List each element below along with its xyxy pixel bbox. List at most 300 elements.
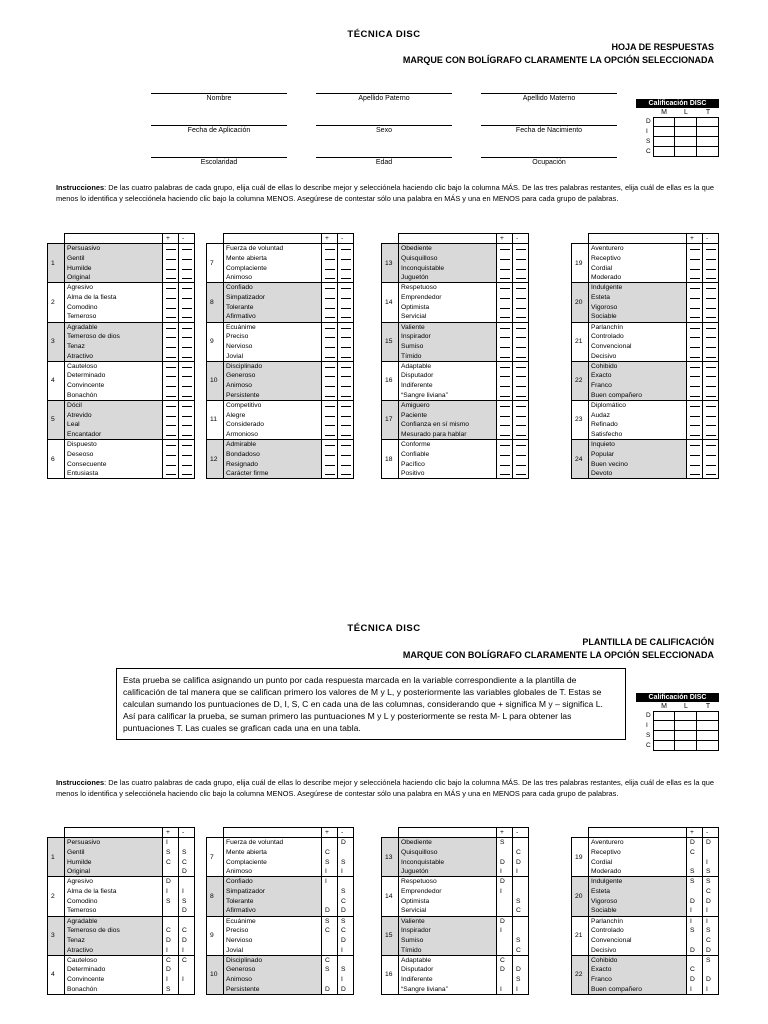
group-number: 15 <box>382 322 399 361</box>
menos-key-cell: C <box>179 955 195 965</box>
group-number: 10 <box>207 361 224 400</box>
word-option: Conforme <box>399 440 497 450</box>
mas-key-cell: I <box>322 877 338 887</box>
word-option: Confiado <box>224 877 322 887</box>
row-label: C <box>646 148 651 155</box>
instructions-label: Instrucciones <box>56 183 105 192</box>
group-number: 1 <box>48 244 65 283</box>
plus-header: + <box>163 234 179 244</box>
mas-key-cell: C <box>163 857 179 867</box>
word-option: Simpatizador <box>224 887 322 897</box>
word-option: Comodino <box>65 896 163 906</box>
word-option: Cohibido <box>589 361 687 371</box>
word-option: Cordial <box>589 857 687 867</box>
minus-header: - <box>338 828 354 838</box>
table-row <box>382 936 529 946</box>
table-row <box>207 975 354 985</box>
table-row <box>382 955 529 965</box>
word-option: Adaptable <box>399 361 497 371</box>
calif-cell[interactable] <box>653 721 675 731</box>
instructions-text: : De las cuatro palabras de cada grupo, elija cuál de ellas lo describe mejor y selecciónela haciendo clic bajo la columna MÁS. De las tres palabras restantes, elija cuál de ellas es la que menos lo identifica y selecciónela haciendo clic bajo la columna MENOS. Asegúrese de contestar sólo una palabra en MÁS y una en MENOS para cada grupo de palabras. <box>56 778 714 798</box>
menos-key-cell <box>513 877 529 887</box>
menos-key-cell: I <box>338 975 354 985</box>
word-option: Indiferente <box>399 975 497 985</box>
menos-key-cell: S <box>513 975 529 985</box>
word-option: Tímido <box>399 351 497 361</box>
group-number: 7 <box>207 838 224 877</box>
menos-key-cell: D <box>513 857 529 867</box>
word-option: Servicial <box>399 312 497 322</box>
mas-key-cell: I <box>163 887 179 897</box>
mas-key-cell: D <box>322 985 338 995</box>
word-option: Indulgente <box>589 283 687 293</box>
table-row <box>572 955 719 965</box>
field-fecha-aplicacion[interactable]: Fecha de Aplicación <box>151 125 287 134</box>
group-number: 14 <box>382 877 399 916</box>
calif-cell[interactable] <box>653 731 675 741</box>
word-option: Humilde <box>65 857 163 867</box>
word-option: Original <box>65 273 163 283</box>
table-row <box>572 906 719 916</box>
menos-key-cell: I <box>513 985 529 995</box>
mas-key-cell: D <box>322 906 338 916</box>
calif-cell[interactable] <box>675 731 697 741</box>
group-number: 16 <box>382 955 399 994</box>
word-option: Complaciente <box>224 857 322 867</box>
instructions-text: : De las cuatro palabras de cada grupo, elija cuál de ellas lo describe mejor y selecciónela haciendo clic bajo la columna MÁS. De las tres palabras restantes, elija cuál de ellas es la que menos lo identifica y selecciónela haciendo clic bajo la columna MENOS. Asegúrese de contestar sólo una palabra en MÁS y una en MENOS para cada grupo de palabras. <box>56 183 714 203</box>
mas-key-cell <box>497 936 513 946</box>
menos-key-cell <box>513 955 529 965</box>
word-option: Deseoso <box>65 449 163 459</box>
word-option: Considerado <box>224 420 322 430</box>
word-option: Nervioso <box>224 342 322 352</box>
field-sexo[interactable]: Sexo <box>316 125 452 134</box>
group-number: 3 <box>48 322 65 361</box>
page-title: TÉCNICA DISC <box>347 623 421 634</box>
mas-key-cell <box>322 887 338 897</box>
menos-key-cell: C <box>338 896 354 906</box>
table-row <box>48 887 195 897</box>
word-option: Buen compañero <box>589 391 687 401</box>
field-apellido-paterno[interactable]: Apellido Paterno <box>316 93 452 102</box>
word-option: Humilde <box>65 263 163 273</box>
group-number: 4 <box>48 361 65 400</box>
word-option: Bondadoso <box>224 449 322 459</box>
table-row <box>572 896 719 906</box>
word-option: Controlado <box>589 926 687 936</box>
word-option: Confiable <box>399 449 497 459</box>
word-option: Agradable <box>65 322 163 332</box>
mas-key-cell: I <box>322 867 338 877</box>
word-option: Quisquilloso <box>399 848 497 858</box>
word-option: Convencional <box>589 936 687 946</box>
table-row <box>207 877 354 887</box>
mas-key-cell: D <box>497 916 513 926</box>
table-row <box>382 877 529 887</box>
word-option: Disputador <box>399 965 497 975</box>
menos-key-cell: I <box>338 867 354 877</box>
calif-cell[interactable] <box>697 711 719 721</box>
mas-key-cell: S <box>687 867 703 877</box>
table-row <box>382 848 529 858</box>
group-number: 9 <box>207 322 224 361</box>
word-option: Disputador <box>399 371 497 381</box>
field-apellido-materno[interactable]: Apellido Materno <box>481 93 617 102</box>
menos-key-cell: D <box>703 838 719 848</box>
table-row <box>572 838 719 848</box>
word-option: Emprendedor <box>399 887 497 897</box>
word-option: Parlanchín <box>589 916 687 926</box>
word-option: Afirmativo <box>224 312 322 322</box>
word-option: Agresivo <box>65 877 163 887</box>
table-row <box>382 916 529 926</box>
menos-key-cell <box>703 848 719 858</box>
menos-key-cell: C <box>338 926 354 936</box>
group-number: 22 <box>572 955 589 994</box>
table-row <box>207 838 354 848</box>
word-option: Indulgente <box>589 877 687 887</box>
word-option: Sociable <box>589 906 687 916</box>
menos-key-cell: S <box>338 887 354 897</box>
mas-key-cell: I <box>163 975 179 985</box>
word-option: Adaptable <box>399 955 497 965</box>
word-option: Gentil <box>65 254 163 264</box>
word-option: Inconquistable <box>399 263 497 273</box>
word-option: Ecuánime <box>224 916 322 926</box>
word-option: Generoso <box>224 965 322 975</box>
table-row <box>207 848 354 858</box>
table-row <box>207 926 354 936</box>
word-option: Confianza en sí mismo <box>399 420 497 430</box>
group-number: 8 <box>207 877 224 916</box>
word-option: Exacto <box>589 371 687 381</box>
menos-key-cell: S <box>703 926 719 936</box>
mas-key-cell: I <box>687 985 703 995</box>
word-option: Fuerza de voluntad <box>224 838 322 848</box>
minus-header: - <box>179 234 195 244</box>
group-number: 2 <box>48 283 65 322</box>
table-row <box>572 926 719 936</box>
word-option: Esteta <box>589 887 687 897</box>
table-row <box>48 936 195 946</box>
row-label: D <box>646 712 651 719</box>
word-option: Indiferente <box>399 381 497 391</box>
word-option: Preciso <box>224 332 322 342</box>
plus-header: + <box>163 828 179 838</box>
field-ocupacion[interactable]: Ocupación <box>481 157 617 166</box>
table-row <box>572 877 719 887</box>
table-row <box>48 975 195 985</box>
table-row <box>382 867 529 877</box>
mas-key-cell: D <box>687 975 703 985</box>
calif-cell[interactable] <box>653 711 675 721</box>
word-option: Agradable <box>65 916 163 926</box>
menos-key-cell: S <box>338 857 354 867</box>
col-l: L <box>684 109 688 116</box>
menos-key-cell: D <box>703 975 719 985</box>
mas-key-cell: D <box>687 838 703 848</box>
table-row <box>572 867 719 877</box>
table-row <box>207 985 354 995</box>
mas-key-cell <box>687 955 703 965</box>
mas-key-cell: I <box>497 867 513 877</box>
explanation-p1: Esta prueba se califica asignando un punto por cada respuesta marcada en la variable correspondiente a la plantilla de calificación de tal manera que se califican primero los valores de M y L, y posteriormente las variables globales de T. Estas se calculan sumando los puntuaciones de D, I, S, C en cada una de las columnas, considerando que + significa M y – significa L. <box>123 675 603 709</box>
table-row <box>572 887 719 897</box>
group-number: 4 <box>48 955 65 994</box>
menos-key-cell: I <box>703 906 719 916</box>
word-option: Servicial <box>399 906 497 916</box>
word-option: Encantador <box>65 430 163 440</box>
menos-key-cell: I <box>513 867 529 877</box>
menos-key-cell: D <box>179 906 195 916</box>
grid-column-3 <box>381 827 529 995</box>
calif-cell[interactable] <box>675 721 697 731</box>
menos-key-cell: D <box>338 838 354 848</box>
word-option: Animoso <box>224 273 322 283</box>
mas-key-cell <box>497 906 513 916</box>
calif-cell[interactable] <box>697 721 719 731</box>
mas-key-cell: C <box>497 955 513 965</box>
group-number: 7 <box>207 244 224 283</box>
word-option: Ecuánime <box>224 322 322 332</box>
table-row <box>48 916 195 926</box>
calif-row-i <box>636 721 719 731</box>
minus-header: - <box>513 828 529 838</box>
grid-column-2 <box>206 827 354 995</box>
word-option: Obediente <box>399 244 497 254</box>
subtitle-line-1: PLANTILLA DE CALIFICACIÓN <box>582 637 714 647</box>
word-option: Tolerante <box>224 896 322 906</box>
word-option: Pacífico <box>399 459 497 469</box>
minus-header: - <box>179 828 195 838</box>
word-option: Audaz <box>589 410 687 420</box>
mas-key-cell: C <box>687 848 703 858</box>
group-number: 2 <box>48 877 65 916</box>
menos-key-cell: C <box>513 906 529 916</box>
table-row <box>48 965 195 975</box>
word-option: Sociable <box>589 312 687 322</box>
word-option: Preciso <box>224 926 322 936</box>
table-row <box>572 985 719 995</box>
word-option: Optimista <box>399 302 497 312</box>
table-row <box>572 945 719 955</box>
group-number: 22 <box>572 361 589 400</box>
table-row <box>48 955 195 965</box>
word-option: Temeroso <box>65 312 163 322</box>
col-t: T <box>705 109 711 116</box>
field-edad[interactable]: Edad <box>316 157 452 166</box>
subtitle-line-1: HOJA DE RESPUESTAS <box>611 42 714 52</box>
table-row <box>207 887 354 897</box>
calif-cell[interactable] <box>653 741 675 751</box>
word-option: Buen vecino <box>589 459 687 469</box>
calificacion-title: Calificación DISC <box>636 99 719 108</box>
mas-key-cell: C <box>322 926 338 936</box>
mas-key-cell: C <box>322 848 338 858</box>
table-row <box>48 848 195 858</box>
grid-column-4 <box>571 827 719 995</box>
table-row <box>382 887 529 897</box>
mas-key-cell: S <box>497 838 513 848</box>
word-option: Atractivo <box>65 351 163 361</box>
mas-key-cell <box>163 867 179 877</box>
field-nombre[interactable]: Nombre <box>151 93 287 102</box>
menos-key-cell: C <box>513 945 529 955</box>
word-option: Leal <box>65 420 163 430</box>
word-option: Moderado <box>589 867 687 877</box>
mas-key-cell: I <box>687 916 703 926</box>
subtitle-line-2: MARQUE CON BOLÍGRAFO CLARAMENTE LA OPCIÓN SELECCIONADA <box>402 55 714 65</box>
table-row <box>382 926 529 936</box>
word-option: Devoto <box>589 469 687 479</box>
mas-key-cell <box>687 887 703 897</box>
menos-key-cell: S <box>338 965 354 975</box>
word-option: Temeroso <box>65 906 163 916</box>
mas-key-cell: S <box>322 916 338 926</box>
plus-header: + <box>322 234 338 244</box>
col-l: L <box>684 703 688 710</box>
word-option: Cauteloso <box>65 361 163 371</box>
word-option: Convencional <box>589 342 687 352</box>
menos-key-cell: D <box>703 945 719 955</box>
word-option: Determinado <box>65 371 163 381</box>
group-number: 20 <box>572 283 589 322</box>
menos-key-cell <box>703 965 719 975</box>
word-option: Bonachón <box>65 985 163 995</box>
word-option: Positivo <box>399 469 497 479</box>
calif-row-s <box>636 731 719 741</box>
table-row <box>382 975 529 985</box>
menos-key-cell: S <box>513 896 529 906</box>
table-row <box>382 838 529 848</box>
minus-header: - <box>338 234 354 244</box>
calificacion-title: Calificación DISC <box>636 693 719 702</box>
calif-cell[interactable] <box>697 741 719 751</box>
group-number: 8 <box>207 283 224 322</box>
calif-cell[interactable] <box>675 711 697 721</box>
word-option: Bonachón <box>65 391 163 401</box>
word-option: Satisfecho <box>589 430 687 440</box>
mas-key-cell: D <box>497 965 513 975</box>
mas-key-cell: I <box>163 945 179 955</box>
table-row <box>207 916 354 926</box>
instructions-label: Instrucciones <box>56 778 105 787</box>
word-option: Esteta <box>589 293 687 303</box>
row-label: I <box>646 722 648 729</box>
group-number: 6 <box>48 440 65 479</box>
mas-key-cell <box>163 906 179 916</box>
word-option: Jovial <box>224 945 322 955</box>
group-number: 23 <box>572 400 589 439</box>
word-option: Animoso <box>224 381 322 391</box>
mas-key-cell: D <box>163 965 179 975</box>
table-row <box>48 926 195 936</box>
field-escolaridad[interactable]: Escolaridad <box>151 157 287 166</box>
mas-key-cell: S <box>322 857 338 867</box>
group-number: 10 <box>207 955 224 994</box>
mas-key-cell <box>497 848 513 858</box>
word-option: Aventurero <box>589 838 687 848</box>
mas-key-cell: C <box>687 965 703 975</box>
col-t: T <box>705 703 711 710</box>
word-option: Aventurero <box>589 244 687 254</box>
group-number: 21 <box>572 916 589 955</box>
page-subtitle <box>403 636 714 662</box>
word-option: Dócil <box>65 400 163 410</box>
table-row <box>207 857 354 867</box>
menos-key-cell: C <box>179 926 195 936</box>
menos-key-cell <box>179 877 195 887</box>
mas-key-cell: S <box>687 926 703 936</box>
group-number: 9 <box>207 916 224 955</box>
table-row <box>572 848 719 858</box>
word-option: Valiente <box>399 916 497 926</box>
mas-key-cell <box>163 916 179 926</box>
calif-cell[interactable] <box>697 731 719 741</box>
calificacion-disc-table <box>636 693 719 751</box>
menos-key-cell <box>179 838 195 848</box>
table-row <box>207 867 354 877</box>
menos-key-cell: D <box>513 965 529 975</box>
word-option: Vigoroso <box>589 302 687 312</box>
group-number: 1 <box>48 838 65 877</box>
plus-header: + <box>497 828 513 838</box>
plus-header: + <box>687 828 703 838</box>
word-option: Jovial <box>224 351 322 361</box>
mas-key-cell <box>322 838 338 848</box>
menos-key-cell <box>513 926 529 936</box>
row-label: C <box>646 742 651 749</box>
menos-key-cell <box>338 955 354 965</box>
menos-key-cell: I <box>703 857 719 867</box>
table-row <box>48 877 195 887</box>
word-option: Tenaz <box>65 936 163 946</box>
table-row <box>48 896 195 906</box>
group-number: 20 <box>572 877 589 916</box>
menos-key-cell: S <box>513 936 529 946</box>
field-fecha-nacimiento[interactable]: Fecha de Nacimiento <box>481 125 617 134</box>
word-option: Franco <box>589 975 687 985</box>
table-row <box>572 916 719 926</box>
word-option: Armonioso <box>224 430 322 440</box>
plus-header: + <box>497 234 513 244</box>
mas-key-cell: S <box>687 877 703 887</box>
mas-key-cell: D <box>497 857 513 867</box>
mas-key-cell: S <box>163 896 179 906</box>
word-option: Persistente <box>224 985 322 995</box>
word-option: Agresivo <box>65 283 163 293</box>
word-option: Paciente <box>399 410 497 420</box>
table-row <box>207 945 354 955</box>
calif-cell[interactable] <box>675 741 697 751</box>
word-option: Inspirador <box>399 332 497 342</box>
mas-key-cell: D <box>497 877 513 887</box>
mas-key-cell: I <box>497 887 513 897</box>
mas-key-cell <box>497 896 513 906</box>
calif-row-d <box>636 711 719 721</box>
table-row <box>207 955 354 965</box>
word-option: Animoso <box>224 867 322 877</box>
word-option: Cauteloso <box>65 955 163 965</box>
row-label: S <box>646 732 651 739</box>
word-option: Persistente <box>224 391 322 401</box>
instructions <box>56 777 714 799</box>
word-option: Dispuesto <box>65 440 163 450</box>
word-option: Vigoroso <box>589 896 687 906</box>
mas-key-cell <box>322 896 338 906</box>
menos-key-cell <box>338 848 354 858</box>
group-number: 19 <box>572 838 589 877</box>
